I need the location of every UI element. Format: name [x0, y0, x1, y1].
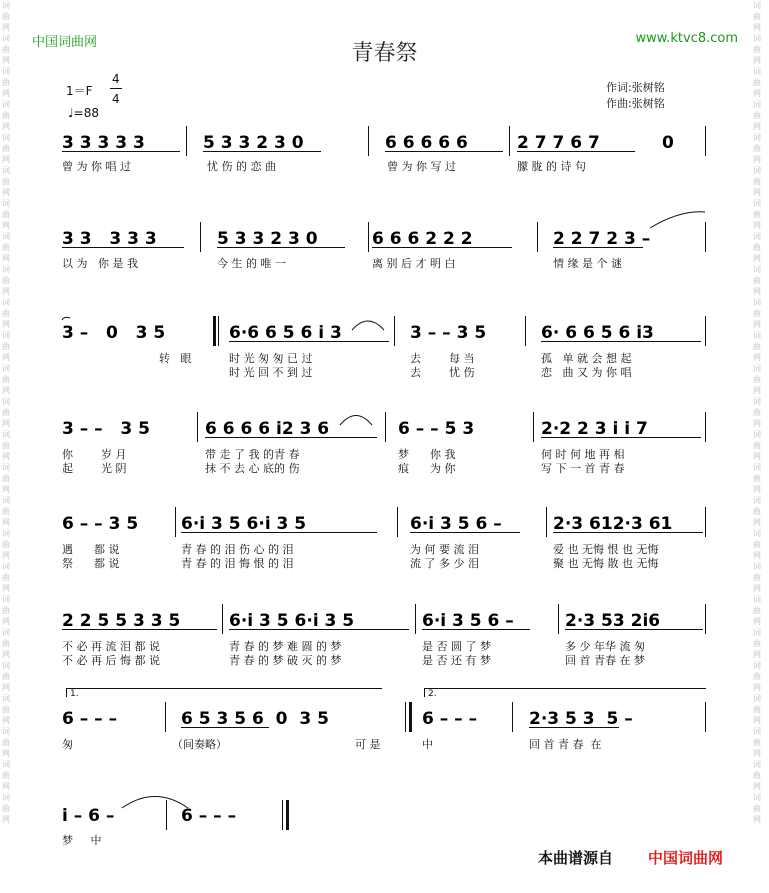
notes-line-3-m1: 3 – 0 3 5 — [62, 323, 166, 343]
notes-line-3-m4: 6· 6 6 5 6 i̇3 — [541, 323, 654, 343]
interlude-note: （间奏略） — [172, 738, 227, 751]
second-ending-label: 2. — [428, 689, 437, 699]
notes-line-4-m3: 6 – – 5 3 — [398, 419, 475, 439]
final-barline-thick — [286, 800, 289, 830]
lyrics-line-6-v2-m3: 是 否 还 有 梦 — [422, 654, 491, 667]
notes-line-8-m1: i̇ – 6 – — [62, 806, 115, 826]
barline — [197, 412, 198, 442]
notes-line-5-m3: 6·i̇ 3 5 6 – — [410, 514, 502, 534]
footer-source-site[interactable]: 中国词曲网 — [648, 849, 724, 867]
lyrics-line-3-v2-m2: 时 光 回 不 到 过 — [229, 366, 313, 379]
lyrics-line-4-v2-m4: 写 下 一 首 青 春 — [541, 462, 625, 475]
lyricist-credit: 作词:张树铭 — [606, 81, 665, 94]
notes-line-2-m4: 2 2 7 2 3 – — [553, 229, 651, 249]
lyrics-line-3-v1-m2: 时 光 匆 匆 已 过 — [229, 352, 313, 365]
site-name-left[interactable]: 中国词曲网 — [32, 35, 98, 50]
notes-line-7-m1: 6 – – – — [62, 709, 118, 729]
notes-line-5-m4: 2·3 612·3 61 — [553, 514, 673, 534]
repeat-start-barline — [213, 316, 216, 346]
notes-line-1-m5: 0 — [662, 133, 674, 153]
notes-line-7-m3: 6 – – – — [422, 709, 478, 729]
lyrics-line-5-v1-m1: 遇 都 说 — [62, 543, 120, 556]
lyrics-line-6-v1-m2: 青 春 的 梦 难 圆 的 梦 — [229, 640, 342, 653]
lyrics-line-4-v2-m2: 抹 不 去 心 底的 伤 — [205, 462, 300, 475]
notes-line-6-m4: 2·3 53 2i̇6 — [565, 611, 661, 631]
barline — [533, 412, 534, 442]
barline — [175, 507, 176, 537]
notes-line-5-m1: 6 – – 3 5 — [62, 514, 139, 534]
first-ending-label: 1. — [70, 689, 79, 699]
lyrics-line-3-v1-m3: 去 每 当 — [410, 352, 475, 365]
barline — [705, 604, 706, 634]
notes-line-6-m1: 2 2 5 5 3 3 5 — [62, 611, 181, 631]
lyrics-line-2-m2: 今 生 的 唯 一 — [217, 257, 286, 270]
lyrics-line-6-v1-m3: 是 否 圆 了 梦 — [422, 640, 491, 653]
lyrics-line-4-v1-m2: 带 走 了 我 的青 春 — [205, 448, 300, 461]
lyrics-line-5-v1-m3: 为 何 要 流 泪 — [410, 543, 479, 556]
lyrics-line-1-m3: 曾 为 你 写 过 — [387, 160, 456, 173]
barline — [166, 800, 167, 830]
barline — [525, 316, 526, 346]
barline — [512, 702, 513, 732]
lyrics-line-7-pickup: 可 是 — [355, 738, 381, 751]
barline — [415, 604, 416, 634]
barline — [705, 316, 706, 346]
site-url-right[interactable]: www.ktvc8.com — [635, 31, 738, 46]
lyrics-line-1-m1: 曾 为 你 唱 过 — [62, 160, 131, 173]
first-ending-bracket — [66, 688, 382, 697]
notes-line-1-m3: 6 6 6 6 6 — [385, 133, 468, 153]
barline — [546, 507, 547, 537]
lyrics-line-4-v1-m3: 梦 你 我 — [398, 448, 456, 461]
barline — [385, 412, 386, 442]
lyrics-line-5-v1-m4: 爱 也 无悔 恨 也 无悔 — [553, 543, 659, 556]
time-signature-top: 4 — [112, 72, 120, 86]
key-signature: 1＝F — [66, 84, 93, 98]
left-watermark-strip: 词曲网词曲网词曲网词曲网词曲网词曲网词曲网词曲网词曲网词曲网词曲网词曲网词曲网词曲网词曲网词曲网词曲网词曲网词曲网词曲网词曲网词曲网词曲网词曲网词曲网 — [2, 1, 10, 824]
lyrics-line-7-m1: 匆 — [62, 738, 73, 751]
lyrics-line-3-v1-m1: 转 眼 — [159, 352, 192, 365]
lyrics-line-4-v2-m3: 痕 为 你 — [398, 462, 456, 475]
notes-line-7-m2: 6 5 3 5 6 0 3 5 — [181, 709, 329, 729]
notes-line-6-m3: 6·i̇ 3 5 6 – — [422, 611, 514, 631]
lyrics-line-5-v2-m4: 聚 也 无悔 散 也 无悔 — [553, 557, 659, 570]
lyrics-line-3-v1-m4: 孤 单 就 会 想 起 — [541, 352, 632, 365]
lyrics-line-5-v2-m3: 流 了 多 少 泪 — [410, 557, 479, 570]
final-barline — [282, 800, 283, 830]
tempo-mark: ♩=88 — [68, 106, 99, 120]
composer-credit: 作曲:张树铭 — [606, 97, 665, 110]
lyrics-line-6-v2-m1: 不 必 再 后 悔 都 说 — [62, 654, 160, 667]
time-signature-bottom: 4 — [112, 92, 120, 106]
barline — [558, 604, 559, 634]
barline — [705, 702, 706, 732]
repeat-end-barline — [405, 702, 406, 732]
right-watermark-strip: 词曲网词曲网词曲网词曲网词曲网词曲网词曲网词曲网词曲网词曲网词曲网词曲网词曲网词曲网词曲网词曲网词曲网词曲网词曲网词曲网词曲网词曲网词曲网词曲网词曲网 — [753, 1, 761, 824]
barline — [165, 702, 166, 732]
repeat-end-barline-thick — [409, 702, 412, 732]
lyrics-line-2-m1: 以 为 你 是 我 — [62, 257, 138, 270]
notes-line-7-m4: 2·3 5 3 5 – — [529, 709, 633, 729]
lyrics-line-4-v1-m1: 你 岁 月 — [62, 448, 127, 461]
notes-line-2-m2: 5 3 3 2 3 0 — [217, 229, 318, 249]
song-title: 青春祭 — [351, 41, 418, 66]
notes-line-3-m3: 3 – – 3 5 — [410, 323, 487, 343]
notes-line-3-m2: 6·6 6 5 6 i̇ 3 — [229, 323, 342, 343]
notes-line-5-m2: 6·i̇ 3 5 6·i̇ 3 5 — [181, 514, 307, 534]
barline — [397, 507, 398, 537]
notes-line-4-m1: 3 – – 3 5 — [62, 419, 150, 439]
lyrics-line-6-v2-m4: 回 首 青春 在 梦 — [565, 654, 645, 667]
second-ending-bracket — [424, 688, 706, 697]
lyrics-line-7-m4: 回 首 青 春 在 — [529, 738, 602, 751]
lyrics-line-6-v2-m2: 青 春 的 梦 破 灭 的 梦 — [229, 654, 342, 667]
notes-line-2-m1: 3 3 3 3 3 — [62, 229, 157, 249]
notes-line-2-m3: 6 6 6 2 2 2 — [372, 229, 473, 249]
barline — [705, 507, 706, 537]
notes-line-4-m2: 6 6 6 6 i̇2 3 6 — [205, 419, 330, 439]
barline — [218, 316, 219, 346]
lyrics-line-4-v1-m4: 何 时 何 地 再 相 — [541, 448, 625, 461]
lyrics-line-6-v1-m4: 多 少 年华 流 匆 — [565, 640, 645, 653]
lyrics-line-5-v1-m2: 青 春 的 泪 伤 心 的 泪 — [181, 543, 294, 556]
barline — [222, 604, 223, 634]
notes-line-8-m2: 6 – – – — [181, 806, 237, 826]
lyrics-line-8-m1: 梦 中 — [62, 834, 102, 847]
lyrics-line-7-m3: 中 — [422, 738, 433, 751]
barline — [394, 316, 395, 346]
lyrics-line-1-m4: 朦 胧 的 诗 句 — [517, 160, 586, 173]
notes-line-1-m1: 3 3 3 3 3 — [62, 133, 145, 153]
lyrics-line-1-m2: 忧 伤 的 恋 曲 — [207, 160, 276, 173]
lyrics-line-4-v2-m1: 起 光 阴 — [62, 462, 127, 475]
lyrics-line-2-m4: 情 缘 是 个 谜 — [553, 257, 622, 270]
notes-line-4-m4: 2·2 2 3 i̇ i̇ 7 — [541, 419, 648, 439]
lyrics-line-3-v2-m3: 去 忧 伤 — [410, 366, 475, 379]
lyrics-line-6-v1-m1: 不 必 再 流 泪 都 说 — [62, 640, 160, 653]
footer-source-label: 本曲谱源自 — [538, 849, 614, 867]
barline — [705, 412, 706, 442]
lyrics-line-2-m3: 离 别 后 才 明 白 — [372, 257, 456, 270]
notes-line-6-m2: 6·i̇ 3 5 6·i̇ 3 5 — [229, 611, 355, 631]
lyrics-line-3-v2-m4: 恋 曲 又 为 你 唱 — [541, 366, 632, 379]
lyrics-line-5-v2-m2: 青 春 的 泪 悔 恨 的 泪 — [181, 557, 294, 570]
notes-line-1-m2: 5 3 3 2 3 0 — [203, 133, 304, 153]
lyrics-line-5-v2-m1: 祭 都 说 — [62, 557, 120, 570]
notes-line-1-m4: 2 7 7 6 7 — [517, 133, 600, 153]
